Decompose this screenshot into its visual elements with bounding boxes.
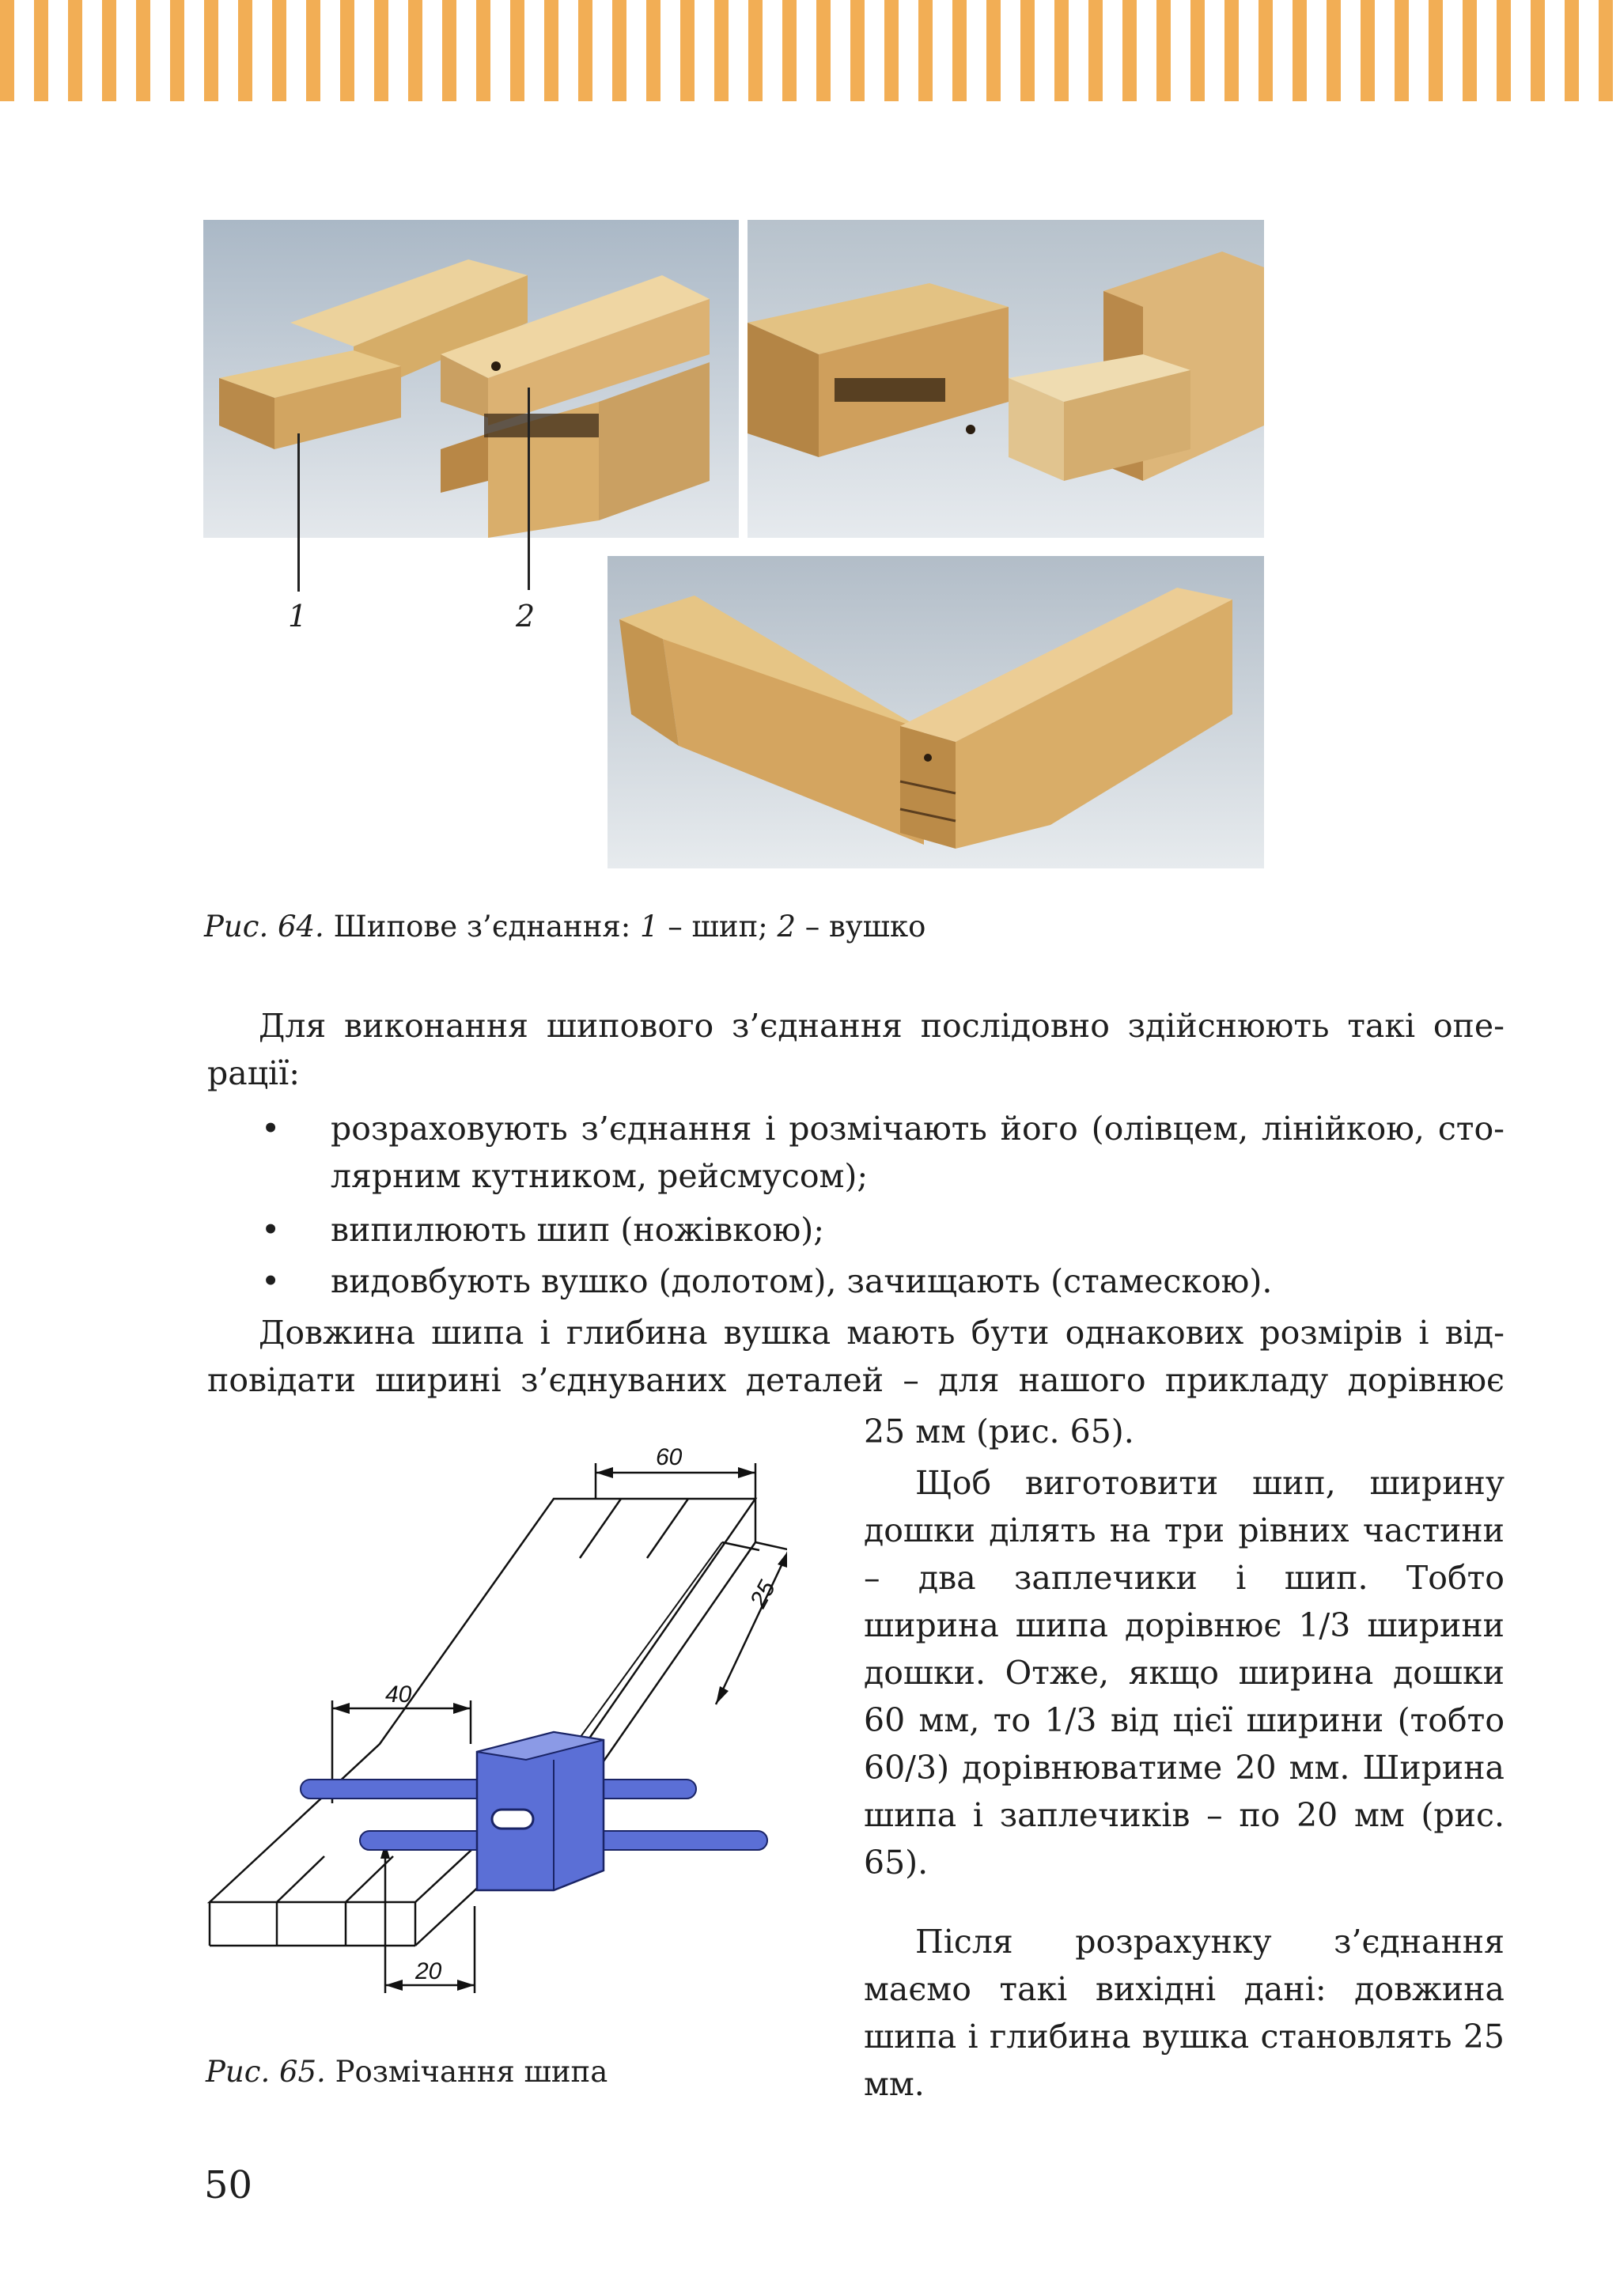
caption-prefix: Рис. 64. (204, 910, 324, 944)
photo-tenon-and-mortise (203, 220, 739, 538)
bullet-item-2: • випилюють шип (ножівкою); (261, 1211, 825, 1249)
bullet-item-1: • розраховують з’єднання і розмічають його (олівцем, лінійкою, сто- лярним кутником, рейсмусом); (261, 1110, 1505, 1195)
leader-line-1 (297, 433, 300, 592)
photo-joint-assembly (748, 220, 1264, 538)
dimension-40-label: 40 (385, 1681, 412, 1708)
label-tenon: 1 (288, 599, 308, 634)
bullet-item-3: • видовбують вушко (долотом), зачищають (стамескою). (261, 1262, 1273, 1300)
decorative-stripe-border (0, 0, 1620, 101)
figure-64-caption: Рис. 64. Шипове з’єднання: 1 – шип; 2 – вушко (204, 910, 926, 944)
photo-assembled-joint (608, 556, 1264, 868)
label-mortise: 2 (516, 599, 536, 634)
tenon-marking-diagram (202, 1439, 787, 2009)
marking-gauge-icon (301, 1732, 767, 1890)
tenon-width-paragraph: Щоб виготовити шип, ширину дошки ділять на три рівних частини – два заплечики і шип. Тобто ширина шипа дорівнює 1/3 ширини дошки. Отже, якщо ширина дошки 60 мм, то 1/3 від цієї ширини (тобто 60/3) дорівнюватиме 20 мм. Ширина шипа і заплечиків – по 20 мм (рис. 65). (864, 1464, 1505, 1882)
page-number: 50 (204, 2163, 253, 2207)
figure-65-caption: Рис. 65. Розмічання шипа (206, 2055, 608, 2089)
leader-line-2 (528, 388, 530, 590)
length-paragraph-end: 25 мм (рис. 65). (864, 1413, 1134, 1451)
dimension-60-label: 60 (656, 1444, 683, 1470)
calculation-result-paragraph: Після розрахунку з’єднання маємо такі вихідні дані: довжина шипа і глибина вушка становлять 25 мм. (864, 1923, 1505, 2103)
intro-paragraph: Для виконання шипового з’єднання послідовно здійснюють такі опе- рації: (207, 1007, 1505, 1092)
dimension-25-label: 25 (745, 1576, 781, 1613)
dimension-20-label: 20 (415, 1958, 442, 1984)
length-paragraph: Довжина шипа і глибина вушка мають бути однакових розмірів і від- повідати ширині з’єднуваних деталей – для нашого прикладу дорівнює (207, 1314, 1505, 1399)
